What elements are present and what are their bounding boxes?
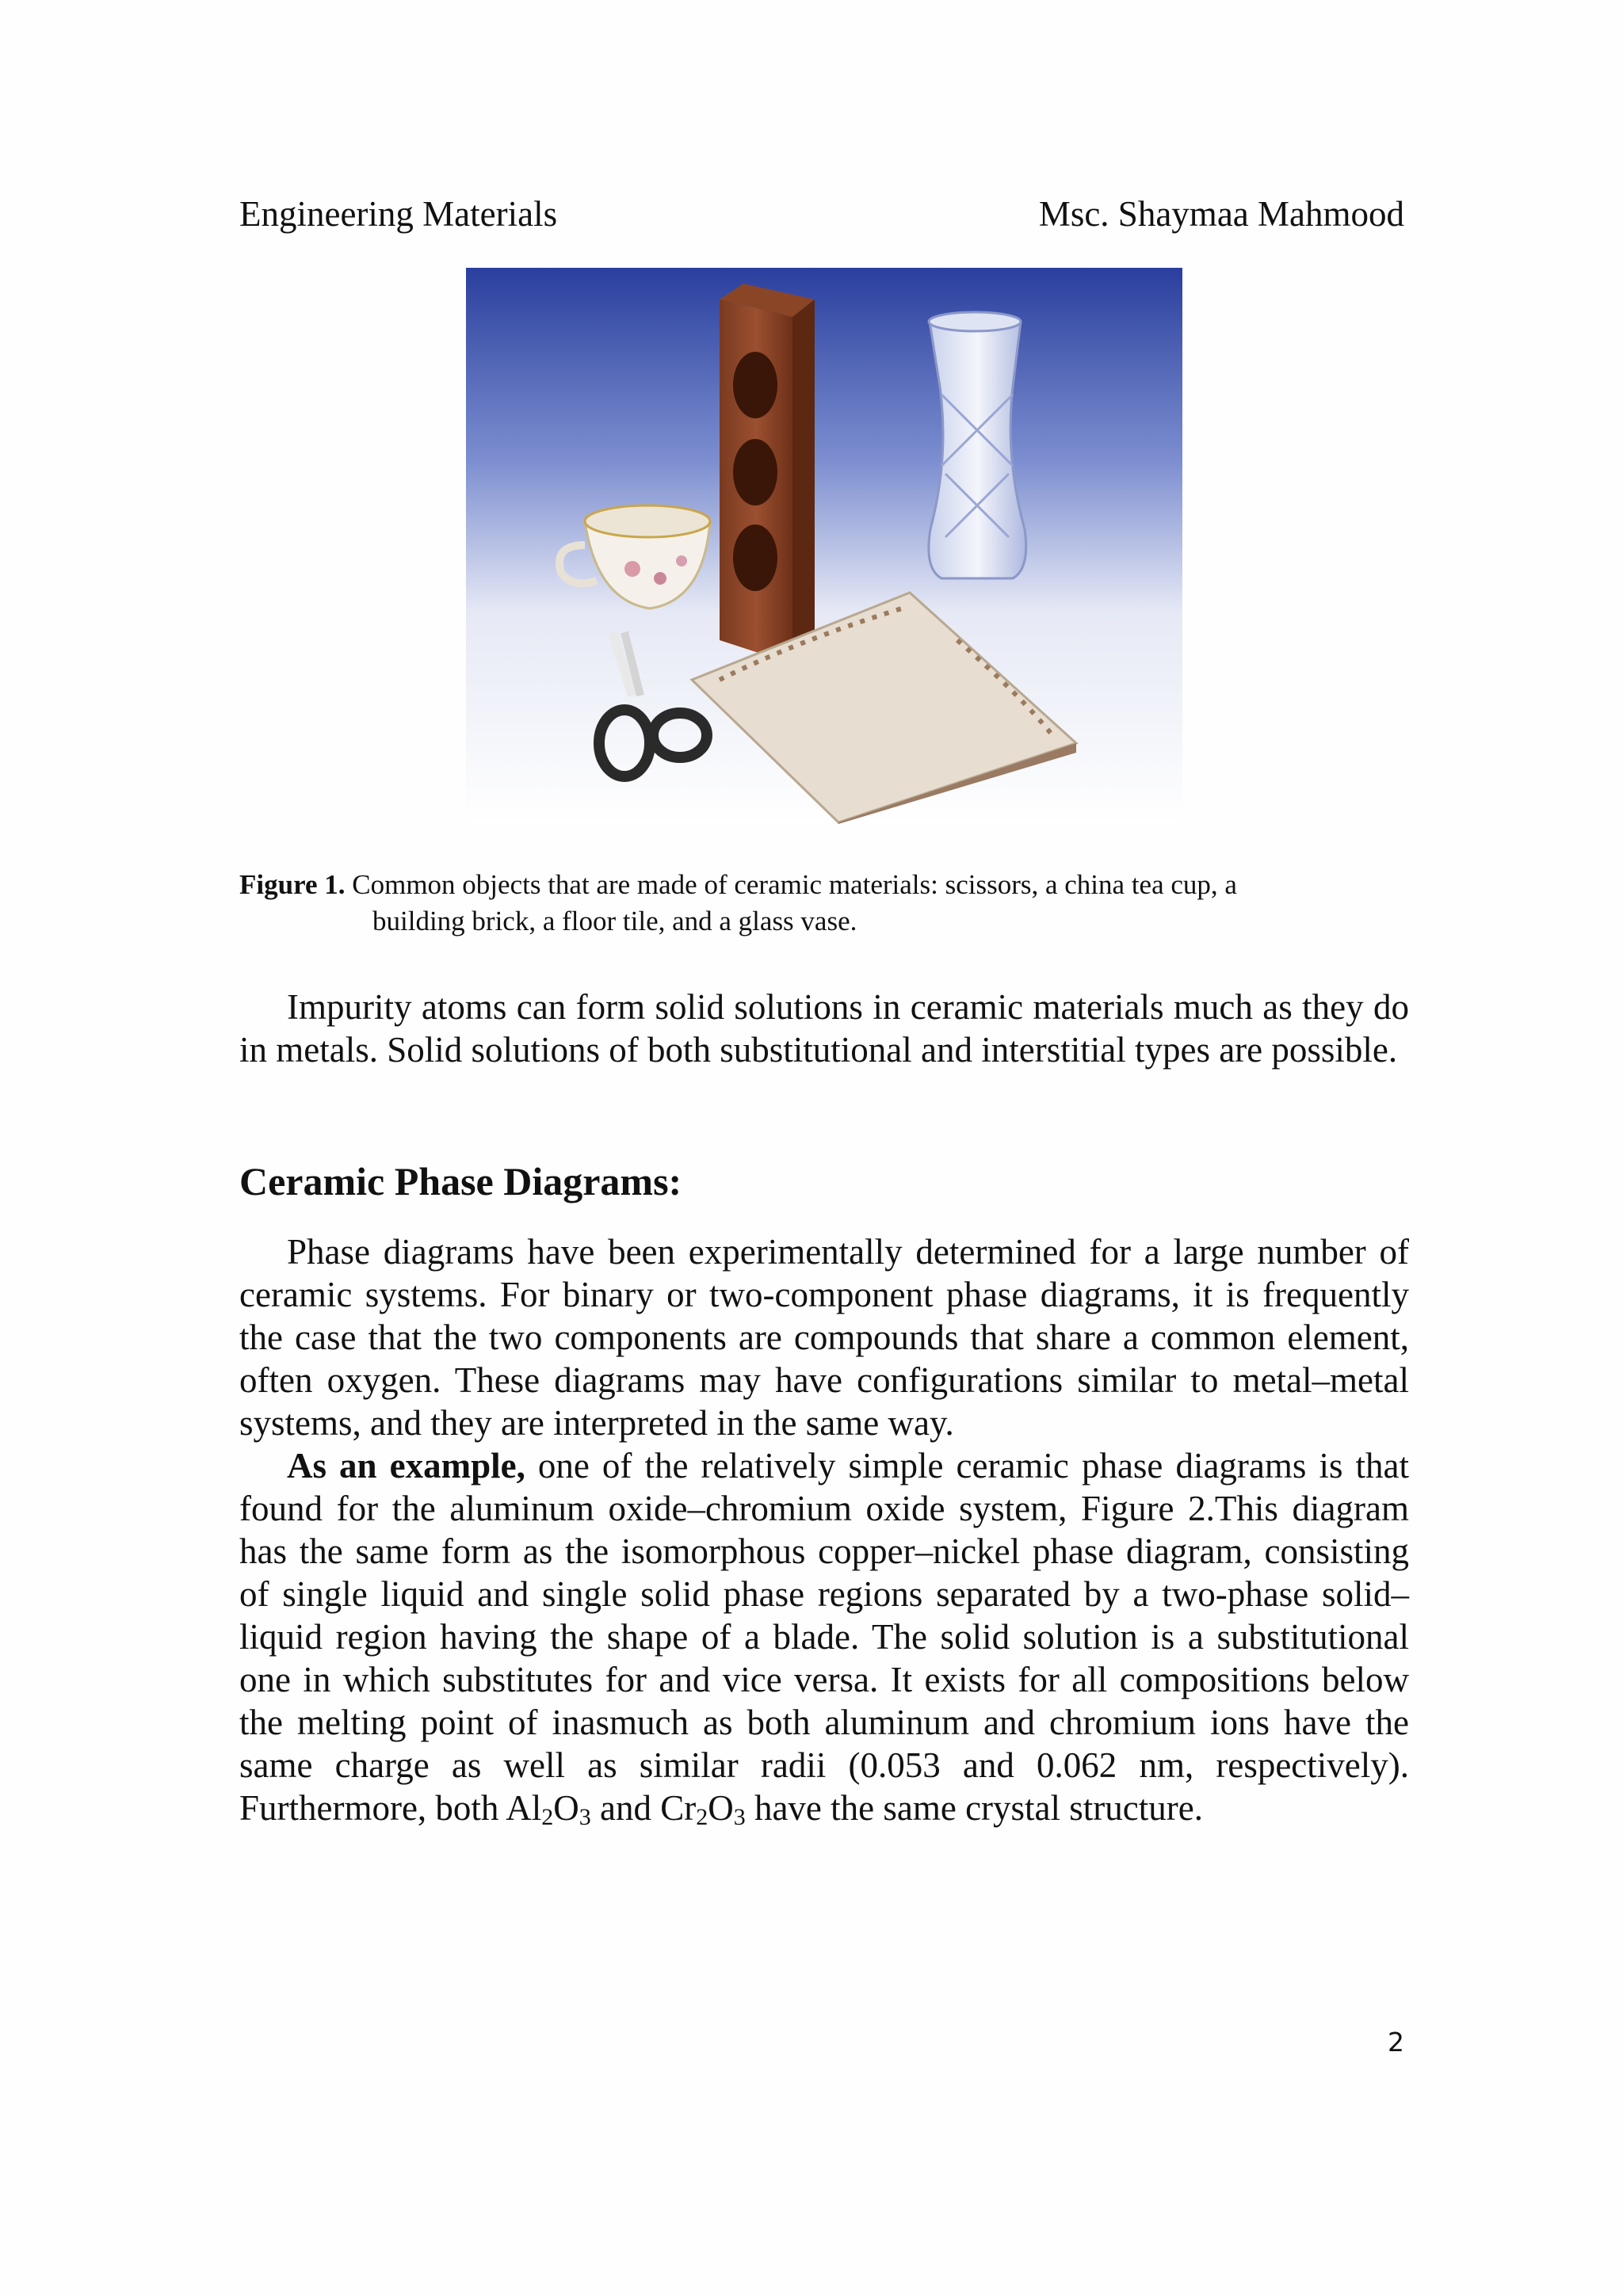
paragraph-impurity-atoms [239,986,1409,1071]
figure-label: Figure 1. [239,869,346,900]
page-number: 2 [1388,2027,1404,2058]
formula-o-symbol: O [553,1788,579,1828]
figure-caption [239,867,1412,940]
paragraph-2-text: Phase diagrams have been experimentally determined for a large number of ceramic systems. For binary or two-component phase diagrams, it is frequently the case that the two components are compounds that share a common element, often oxygen. These diagrams may have configurations similar to metal–metal systems, and they are interpreted in the same way. [239,1232,1409,1443]
paragraph-1-text: Impurity atoms can form solid solutions in ceramic materials much as they do in metals. Solid solutions of both substitutional and interstitial types are possible. [239,987,1409,1070]
section-heading: Ceramic Phase Diagrams: [239,1159,682,1203]
formula-o2-subscript: 3 [733,1804,746,1830]
caption-line-2: building brick, a floor tile, and a glass vase. [372,906,857,936]
paragraph-phase-diagrams [239,1230,1409,1829]
formula-o-subscript: 3 [579,1804,591,1830]
formula-cr-subscript: 2 [696,1804,708,1830]
glass-vase-shape [929,312,1026,578]
header-course-title: Engineering Materials [239,194,558,234]
paragraph-3-bold-lead: As an example, [287,1446,525,1486]
ceramic-objects-photo [466,268,1182,824]
paragraph-3-text [239,1444,1409,1829]
formula-cr-symbol: Cr [660,1788,697,1828]
caption-line-1: Common objects that are made of ceramic materials: scissors, a china tea cup, a [352,869,1237,900]
brick-shape [720,284,815,664]
paragraph-3-body: one of the relatively simple ceramic phase diagrams is that found for the aluminum oxide–chromium oxide system, Figure 2.This diagram has the same form as the isomorphous copper–nickel phase diagram, consisting of single liquid and single solid phase regions separated by a two-phase solid–liquid region having the shape of a blade. The solid solution is a substitutional one in which substitutes for and vice versa. It exists for all compositions below the melting point of inasmuch as both aluminum and chromium ions have the same charge as well as similar radii (0.053 and 0.062 nm, respectively). Furthermore, both [239,1446,1410,1828]
conjunction-and: and [590,1788,661,1828]
formula-al-symbol: Al [506,1788,542,1828]
formula-al-subscript: 2 [541,1804,554,1830]
formula-o2-symbol: O [708,1788,734,1828]
paragraph-3-ending: have the same crystal structure. [745,1788,1203,1828]
header-author: Msc. Shaymaa Mahmood [1038,194,1404,234]
